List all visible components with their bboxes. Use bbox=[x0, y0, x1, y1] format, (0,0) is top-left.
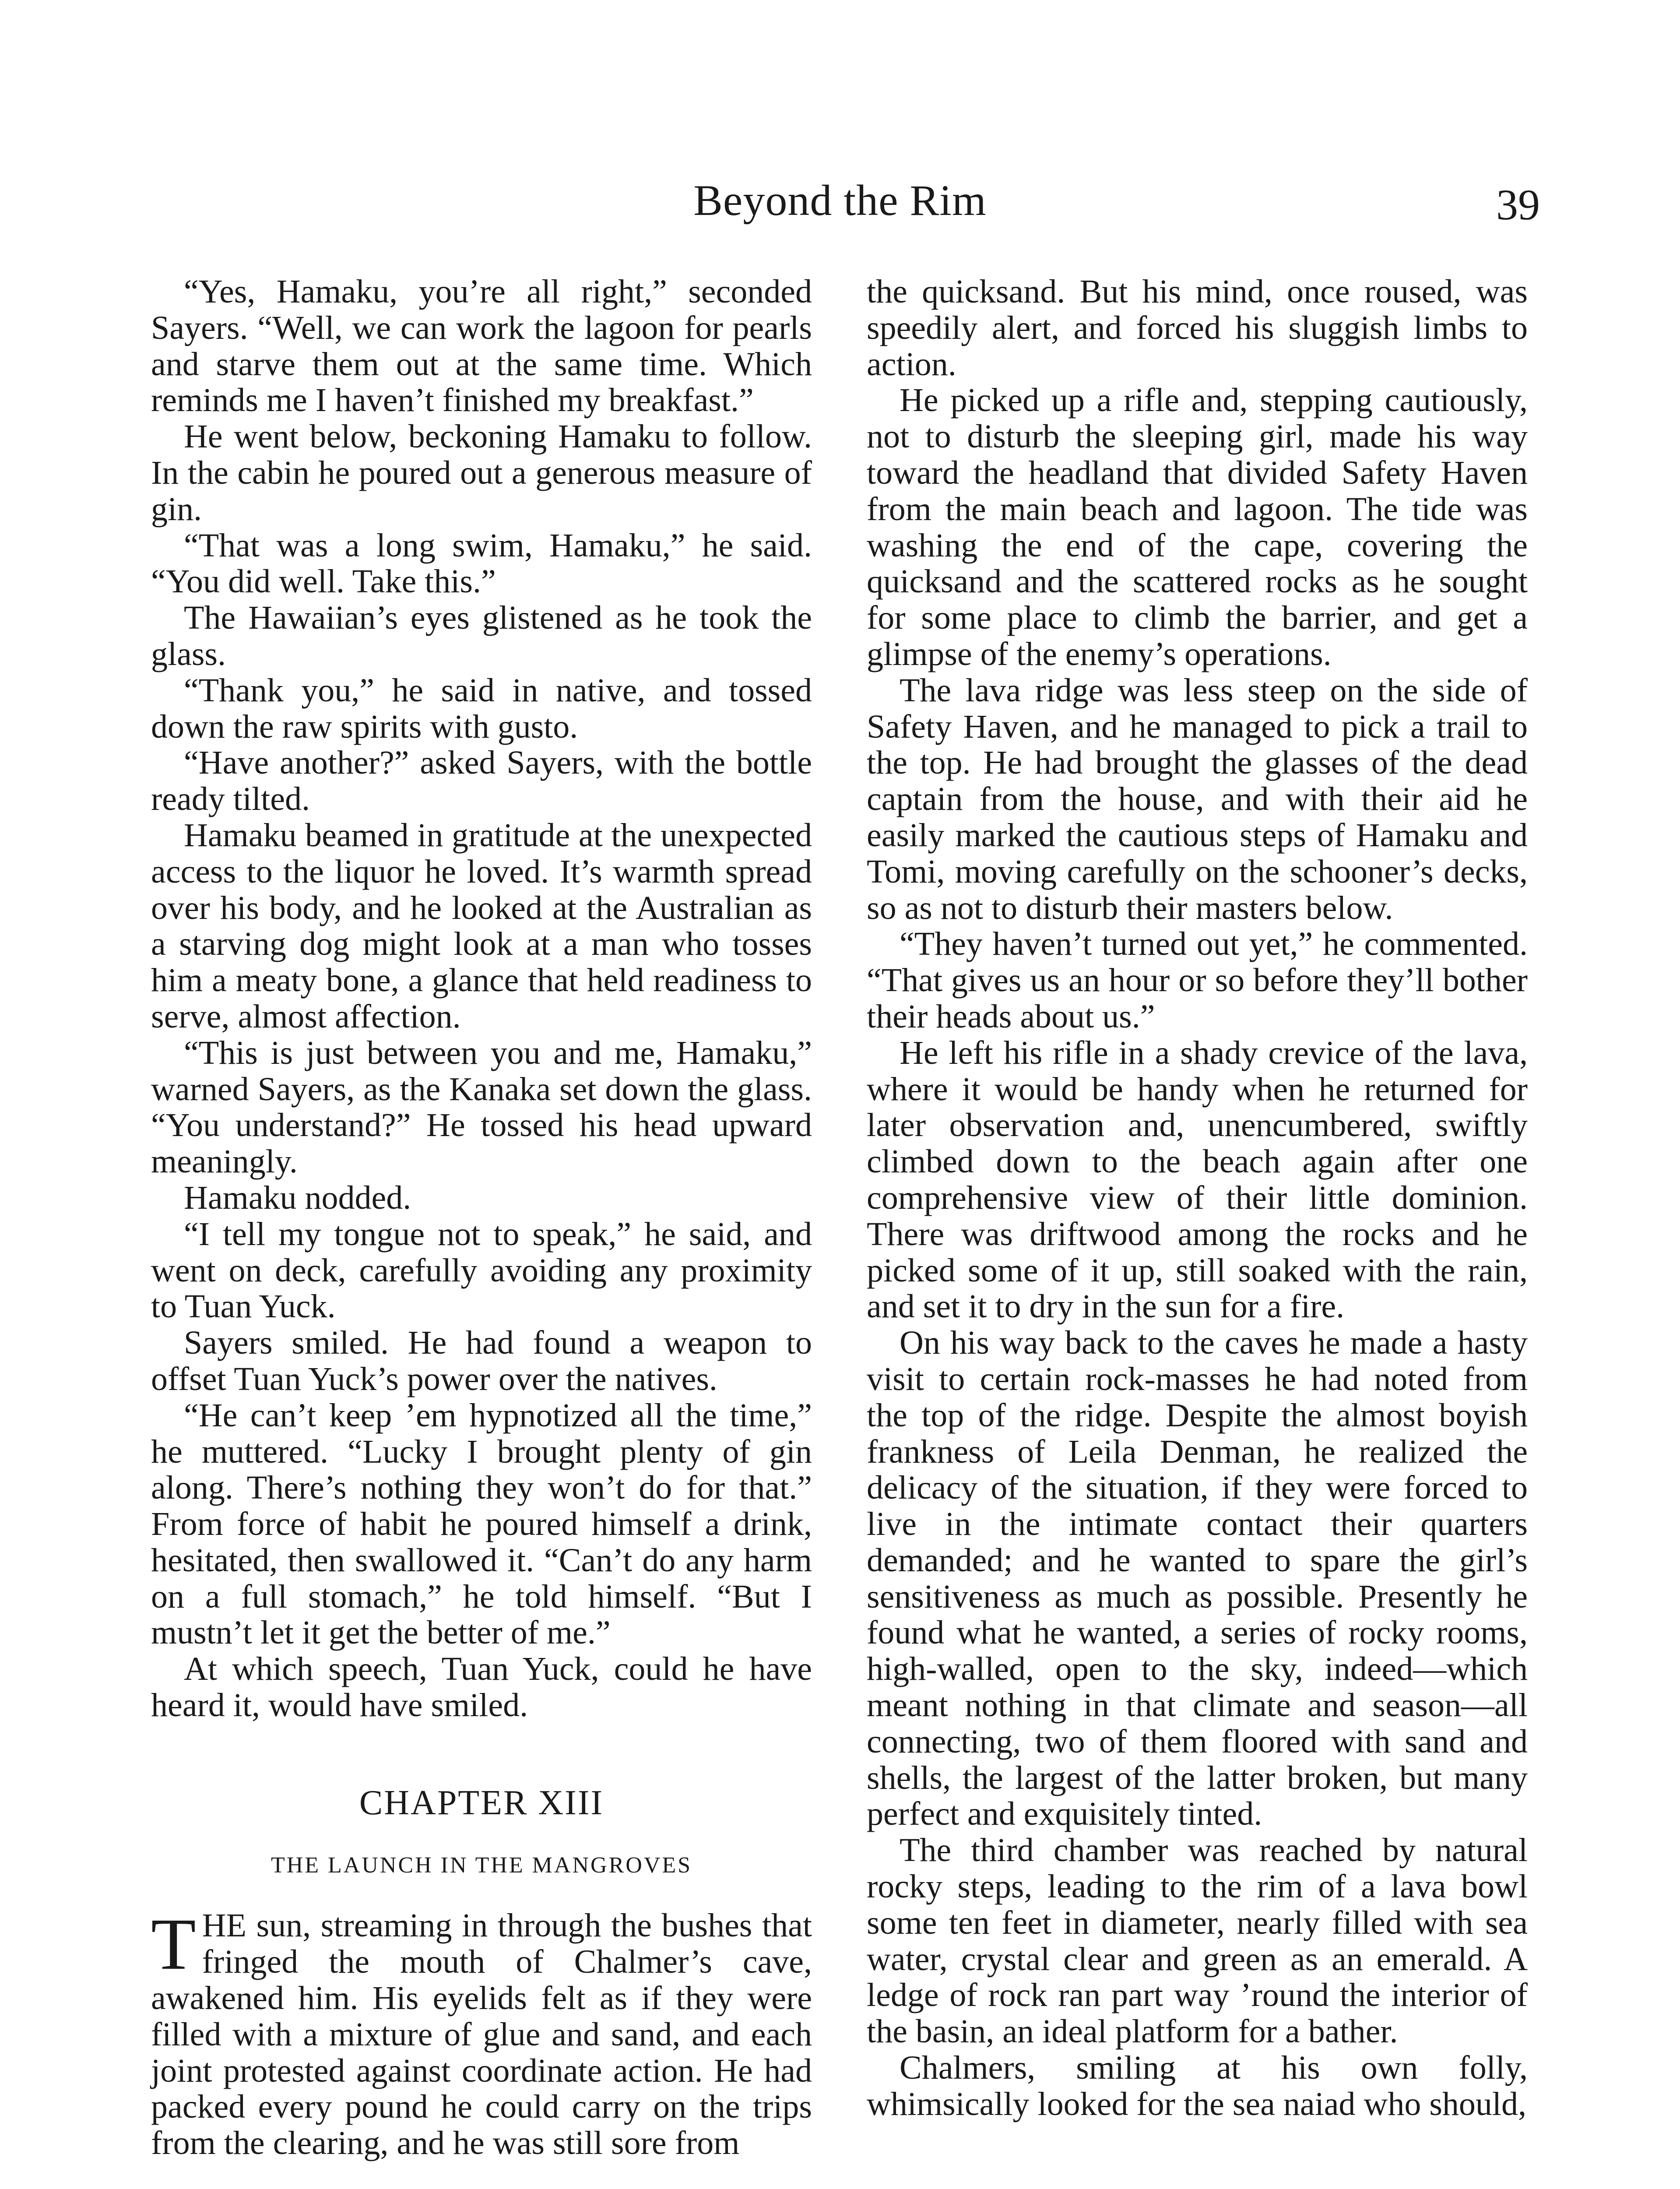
paragraph: “Thank you,” he said in native, and tossed down the raw spirits with gusto. bbox=[151, 672, 812, 745]
paragraph: the quicksand. But his mind, once roused, was speedily alert, and forced his sluggish limbs to action. bbox=[867, 273, 1528, 383]
running-header-title: Beyond the Rim bbox=[693, 176, 987, 225]
paragraph: “This is just between you and me, Hamaku,” warned Sayers, as the Kanaka set down the glass. “You understand?” He tossed his head upward meaningly. bbox=[151, 1034, 812, 1180]
paragraph: The lava ridge was less steep on the side of Safety Haven, and he managed to pick a trail to the top. He had brought the glasses of the dead captain from the house, and with their aid he easily marked the cautious steps of Hamaku and Tomi, moving carefully on the schooner’s decks, so as not to disturb their masters below. bbox=[867, 672, 1528, 926]
right-column bbox=[867, 274, 1528, 2122]
paragraph: He left his rifle in a shady crevice of the lava, where it would be handy when he returned for later observation and, unencumbered, swiftly climbed down to the beach again after one comprehensive view of their little dominion. There was driftwood among the rocks and he picked some of it up, still soaked with the rain, and set it to dry in the sun for a fire. bbox=[867, 1034, 1528, 1325]
paragraph: The third chamber was reached by natural rocky steps, leading to the rim of a lava bowl some ten feet in diameter, nearly filled with sea water, crystal clear and green as an emerald. A ledge of rock ran part way ’round the interior of the basin, an ideal platform for a bather. bbox=[867, 1832, 1528, 2050]
paragraph: Chalmers, smiling at his own folly, whimsically looked for the sea naiad who should, bbox=[867, 2049, 1528, 2122]
paragraph: “Have another?” asked Sayers, with the bottle ready tilted. bbox=[151, 744, 812, 818]
paragraph: On his way back to the caves he made a hasty visit to certain rock-masses he had noted from the top of the ridge. Despite the almost boyish frankness of Leila Denman, he realized the delicacy of the situation, if they were forced to live in the intimate contact their quarters demanded; and he wanted to spare the girl’s sensitiveness as much as possible. Presently he found what he wanted, a series of rocky rooms, high-walled, open to the sky, indeed—which meant nothing in that climate and season—all connecting, two of them floored with sand and shells, the largest of the latter broken, but many perfect and exquisitely tinted. bbox=[867, 1324, 1528, 1833]
paragraph: “That was a long swim, Hamaku,” he said. “You did well. Take this.” bbox=[151, 527, 812, 600]
paragraph-text: HE sun, streaming in through the bushes that fringed the mouth of Chalmer’s cave, awakened him. His eyelids felt as if they were filled with a mixture of glue and sand, and each joint protested against coordinate action. He had packed every pound he could carry on the trips from the clearing, and he was still sore from bbox=[151, 1907, 812, 2162]
left-column bbox=[151, 274, 812, 2161]
paragraph: He went below, beckoning Hamaku to follow. In the cabin he poured out a generous measure of gin. bbox=[151, 418, 812, 528]
paragraph: Sayers smiled. He had found a weapon to offset Tuan Yuck’s power over the natives. bbox=[151, 1324, 812, 1397]
paragraph: The Hawaiian’s eyes glistened as he took the glass. bbox=[151, 599, 812, 672]
chapter-opening-paragraph bbox=[151, 1904, 812, 2162]
paragraph: “I tell my tongue not to speak,” he said, and went on deck, carefully avoiding any proximity to Tuan Yuck. bbox=[151, 1215, 812, 1325]
page-number: 39 bbox=[1496, 180, 1540, 229]
paragraph: Hamaku beamed in gratitude at the unexpected access to the liquor he loved. It’s warmth spread over his body, and he looked at the Australian as a starving dog might look at a man who tosses him a meaty bone, a glance that held readiness to serve, almost affection. bbox=[151, 816, 812, 1035]
paragraph: “They haven’t turned out yet,” he commented. “That gives us an hour or so before they’ll bother their heads about us.” bbox=[867, 926, 1528, 1035]
paragraph: Hamaku nodded. bbox=[184, 1179, 411, 1216]
paragraph: He picked up a rifle and, stepping cautiously, not to disturb the sleeping girl, made his way toward the headland that divided Safety Haven from the main beach and lagoon. The tide was washing the end of the cape, covering the quicksand and the scattered rocks as he sought for some place to climb the barrier, and get a glimpse of the enemy’s operations. bbox=[867, 382, 1528, 672]
chapter-subtitle: THE LAUNCH IN THE MANGROVES bbox=[271, 1852, 692, 1878]
paragraph: “Yes, Hamaku, you’re all right,” seconded Sayers. “Well, we can work the lagoon for pearls and starve them out at the same time. Which reminds me I haven’t finished my breakfast.” bbox=[151, 273, 812, 419]
drop-cap: T bbox=[151, 1904, 196, 1985]
paragraph: “He can’t keep ’em hypnotized all the time,” he muttered. “Lucky I brought plenty of gin along. There’s nothing they won’t do for that.” From force of habit he poured himself a drink, hesitated, then swallowed it. “Can’t do any harm on a full stomach,” he told himself. “But I mustn’t let it get the better of me.” bbox=[151, 1397, 812, 1651]
paragraph: At which speech, Tuan Yuck, could he have heard it, would have smiled. bbox=[151, 1651, 812, 1724]
chapter-heading: CHAPTER XIII bbox=[359, 1783, 604, 1822]
